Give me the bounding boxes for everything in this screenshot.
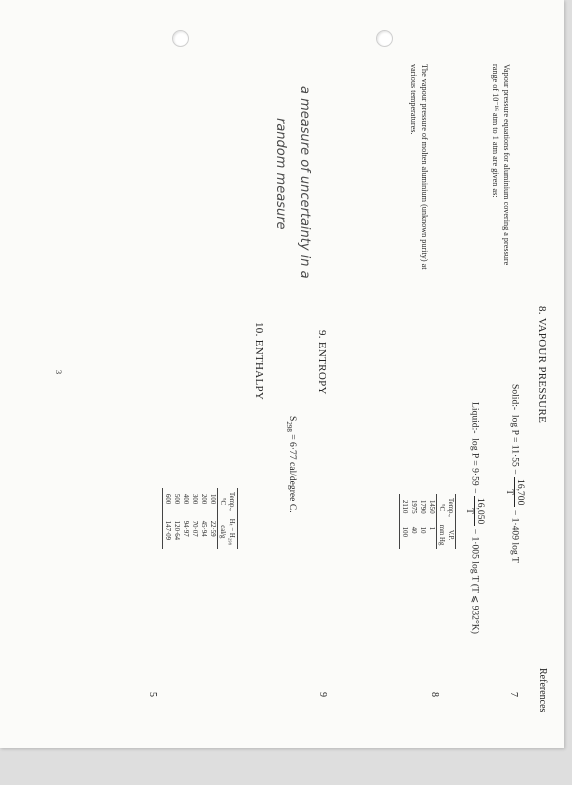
table-row xyxy=(400,494,410,549)
solid-equation xyxy=(504,384,525,563)
enthalpy-table-header-h: Hₜ − H₂₉₈ xyxy=(227,515,238,549)
enthalpy-value-cell: 120·64 xyxy=(173,520,180,541)
reference-number-9: 9 xyxy=(317,692,328,697)
table-row xyxy=(163,488,173,549)
vp-value-cell: 40 xyxy=(410,526,417,534)
section-9-heading: 9. ENTROPY xyxy=(316,330,328,395)
table-row xyxy=(199,488,208,549)
vp-temp-cell: 1790 xyxy=(419,500,426,514)
vp-table-header-temp: Temp., xyxy=(446,494,456,521)
handwritten-note-line1: a measure of uncertainty in a xyxy=(297,86,312,279)
molten-aluminium-text-line2: various temperatures. xyxy=(409,64,418,135)
table-row xyxy=(418,494,427,549)
vp-temp-cell: 1450 xyxy=(428,500,435,514)
vp-table-header-temp-unit: °C xyxy=(437,494,447,521)
enthalpy-table-wrapper xyxy=(162,488,238,549)
enthalpy-temp-cell: 400 xyxy=(182,494,189,505)
enthalpy-value-cell: 45·94 xyxy=(200,520,207,537)
punch-hole-right xyxy=(376,30,393,47)
liquid-equation-prefix: log P = 9·59 − xyxy=(469,438,481,494)
entropy-symbol: S xyxy=(287,416,298,422)
vp-temp-cell: 1975 xyxy=(410,500,417,514)
section-10-heading: 10. ENTHALPY xyxy=(253,322,265,401)
table-row xyxy=(181,488,190,549)
liquid-fraction-denominator: T xyxy=(464,508,475,515)
enthalpy-temp-cell: 500 xyxy=(173,494,180,505)
enthalpy-table-header-temp: Temp., xyxy=(227,488,238,515)
vp-table-header-vp: V.P. xyxy=(446,521,456,550)
table-row xyxy=(409,494,418,549)
table-row xyxy=(172,488,181,549)
table-row xyxy=(190,488,199,549)
vapour-pressure-table-wrapper xyxy=(399,494,456,549)
vapour-pressure-table xyxy=(399,494,456,549)
liquid-fraction xyxy=(464,496,485,526)
enthalpy-value-cell: 70·07 xyxy=(191,520,198,537)
liquid-fraction-numerator: 16,050 xyxy=(475,497,486,525)
vp-value-cell: 10 xyxy=(419,526,426,534)
punch-hole-left xyxy=(172,30,189,47)
entropy-formula xyxy=(285,416,298,513)
entropy-value: = 6·77 cal/degree C. xyxy=(287,431,298,513)
vp-table-header-vp-unit: mm Hg xyxy=(437,521,447,550)
reference-number-8: 8 xyxy=(429,692,440,697)
solid-equation-suffix: − 1·409 log T xyxy=(509,509,521,563)
enthalpy-temp-cell: 200 xyxy=(200,494,207,505)
reference-number-7: 7 xyxy=(508,692,519,697)
vp-value-cell: 100 xyxy=(400,521,410,550)
reference-number-5: 5 xyxy=(147,692,158,697)
handwritten-note-line2: random measure xyxy=(273,118,288,230)
enthalpy-value-cell: 147·09 xyxy=(163,515,173,549)
enthalpy-value-cell: 22·59 xyxy=(209,520,216,537)
page-number: 3 xyxy=(54,370,63,375)
enthalpy-table-header-h-unit: cal/g xyxy=(218,515,228,549)
references-heading: References xyxy=(537,668,548,713)
molten-aluminium-text-line1: The vapour pressure of molten aluminium (unknown purity) at xyxy=(420,64,429,270)
enthalpy-temp-cell: 600 xyxy=(163,488,173,515)
solid-label: Solid:- xyxy=(509,384,521,411)
liquid-label: Liquid:- xyxy=(469,402,481,434)
enthalpy-table-header-temp-unit: °C xyxy=(218,488,228,515)
section-8-heading: 8. VAPOUR PRESSURE xyxy=(536,306,548,424)
table-row xyxy=(427,494,437,549)
enthalpy-value-cell: 94·97 xyxy=(182,520,189,537)
solid-fraction-numerator: 16,700 xyxy=(515,479,526,506)
vp-temp-cell: 2110 xyxy=(400,494,410,521)
vapour-pressure-intro-line1: Vapour pressure equations for aluminium covering a pressure xyxy=(502,64,511,266)
vapour-pressure-intro-line2: range of 10⁻¹⁶ atm to 1 atm are given as: xyxy=(491,64,500,198)
entropy-subscript: 298 xyxy=(285,421,294,432)
solid-fraction-denominator: T xyxy=(504,489,515,496)
table-row xyxy=(208,488,218,549)
enthalpy-table xyxy=(162,488,238,549)
liquid-equation xyxy=(464,402,485,634)
vp-value-cell: 1 xyxy=(428,526,435,531)
enthalpy-temp-cell: 300 xyxy=(191,494,198,505)
liquid-equation-suffix: − 1·005 log T (T ⩽ 932°K) xyxy=(469,528,481,634)
solid-fraction xyxy=(504,477,525,507)
solid-equation-prefix: log P = 11·55 − xyxy=(509,414,521,475)
enthalpy-temp-cell: 100 xyxy=(209,494,216,505)
